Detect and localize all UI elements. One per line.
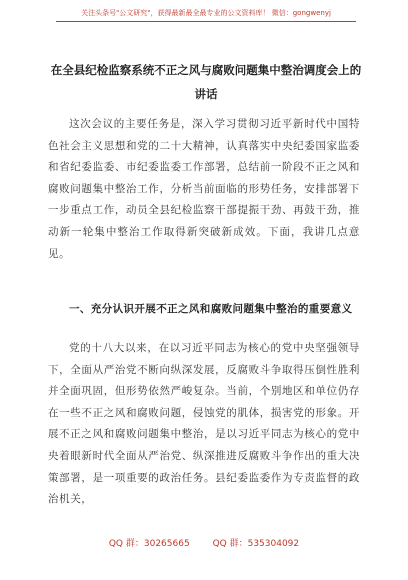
footer-contact [0,536,408,549]
footer-qq-group-1: QQ 群：30265665 [108,539,190,549]
header-banner: 关注头条号"公文研究"，获得最新最全最专业的公文资料库！ 微信：gongwenyj [56,8,356,22]
footer-qq-group-2: QQ 群：535304092 [212,539,300,549]
body-paragraph-2: 党的十八大以来，在以习近平同志为核心的党中央坚强领导下，全面从严治党不断向纵深发展，反腐败斗争取得压倒性胜利并全面巩固，但形势依然严峻复杂。当前，个别地区和单位仍存在一些不正之风和腐败问题，侵蚀党的肌体，损害党的形象。开展不正之风和腐败问题集中整治，是以习近平同志为核心的党中央着眼新时代全面从严治党、纵深推进反腐败斗争作出的重大决策部署，是一项重要的政治任务。县纪委监委作为专责监督的政治机关， [48,342,360,506]
document-title: 在全县纪检监察系统不正之风与腐败问题集中整治调度会上的讲话 [50,63,362,101]
body-paragraph-1: 这次会议的主要任务是，深入学习贯彻习近平新时代中国特色社会主义思想和党的二十大精神，认真落实中央纪委国家监委和省纪委监委、市纪委监委工作部署，总结前一阶段不正之风和腐败问题集中整治工作，分析当前面临的形势任务，安排部署下一步重点工作，动员全县纪检监察干部提振干劲、再鼓干劲，推动新一轮集中整治工作取得新突破新成效。下面，我讲几点意见。 [48,118,360,260]
section-heading-1: 一、充分认识开展不正之风和腐败问题集中整治的重要意义 [69,303,353,315]
